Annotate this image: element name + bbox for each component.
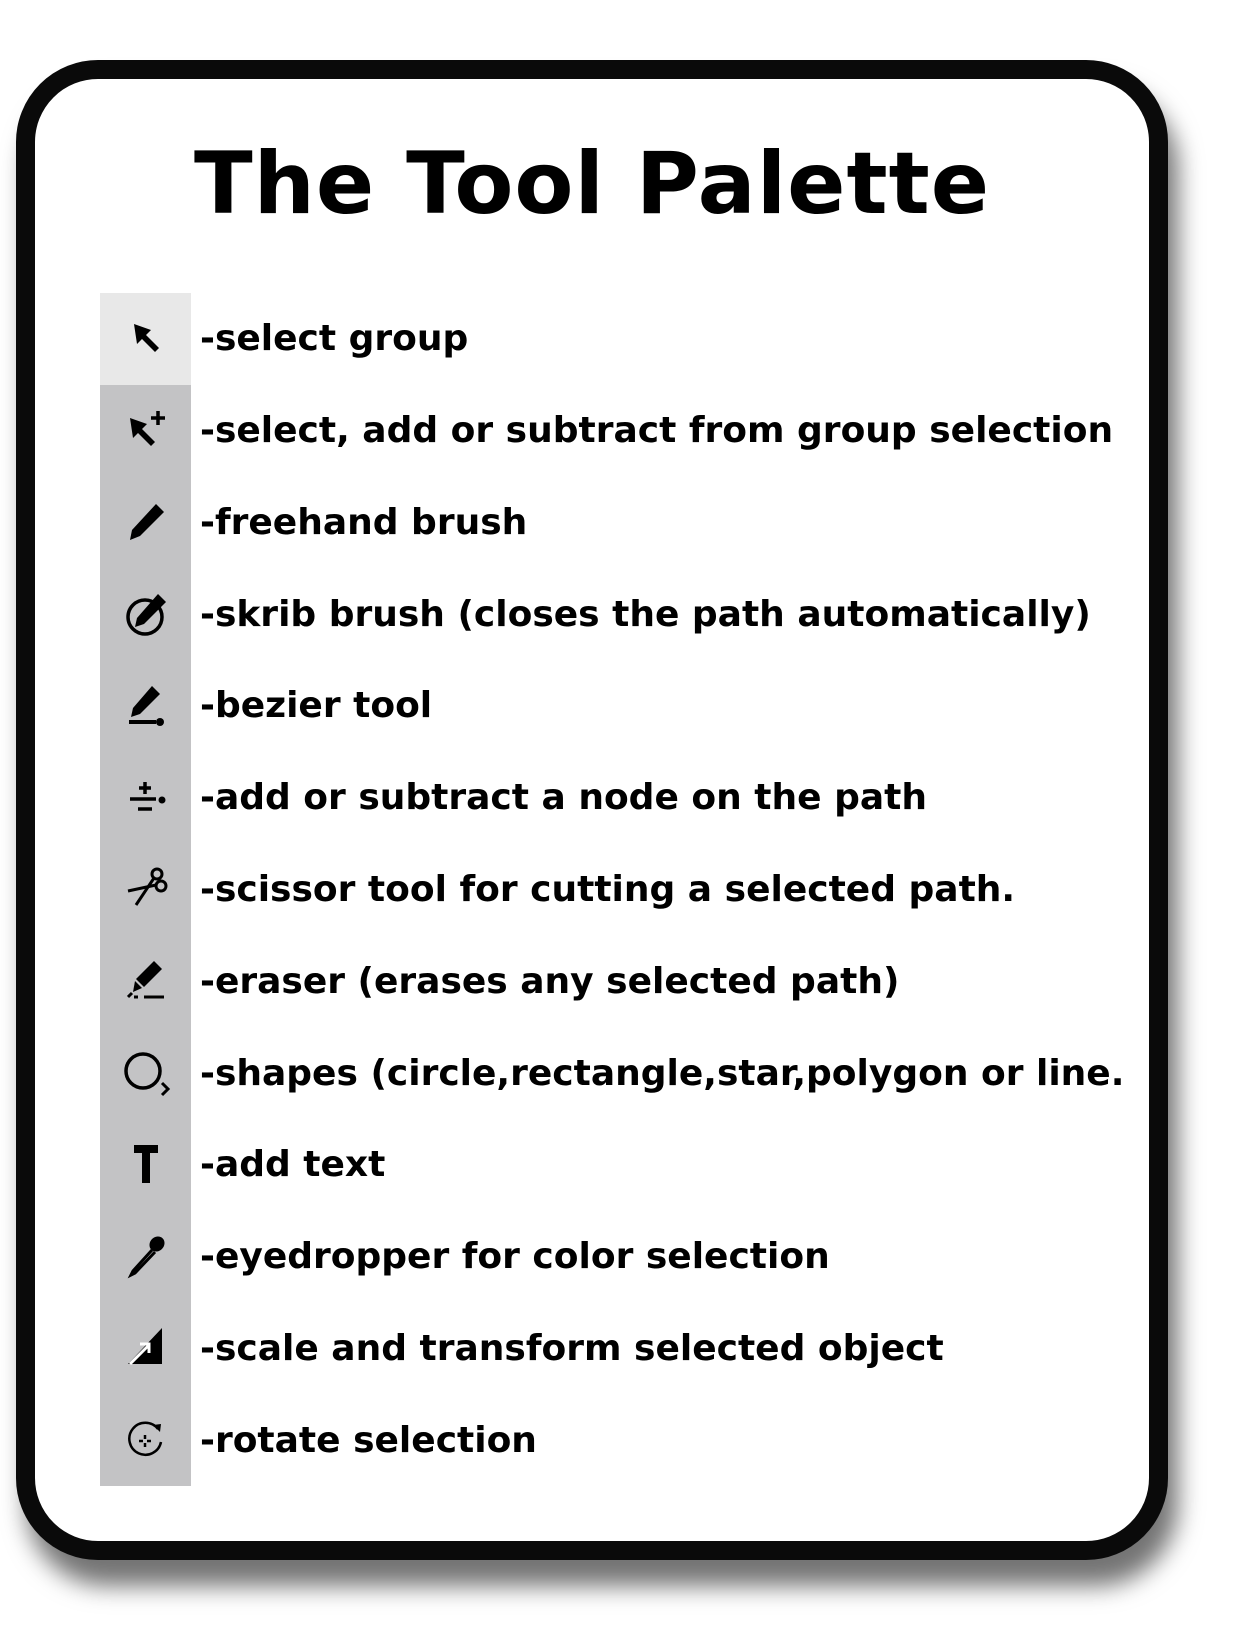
eyedropper-icon[interactable] <box>100 1211 191 1303</box>
tool-row-eraser <box>100 935 1140 1027</box>
tool-label: -select, add or subtract from group selection <box>200 410 1114 452</box>
tool-label: -bezier tool <box>200 685 433 727</box>
tool-label: -eraser (erases any selected path) <box>200 960 900 1002</box>
page-title: The Tool Palette <box>193 134 991 234</box>
tool-row-skrib-brush <box>100 568 1140 660</box>
tool-label: -freehand brush <box>200 501 528 543</box>
tool-row-scale-transform <box>100 1302 1140 1394</box>
tool-row-shapes <box>100 1027 1140 1119</box>
tool-row-add-subtract-node <box>100 752 1140 844</box>
tool-label: -add or subtract a node on the path <box>200 777 927 819</box>
tool-row-rotate <box>100 1394 1140 1486</box>
pencil-circle-icon[interactable] <box>100 568 191 660</box>
tool-label: -scale and transform selected object <box>200 1327 944 1369</box>
tool-list <box>100 293 1140 1486</box>
tool-row-bezier-tool <box>100 660 1140 752</box>
bezier-pen-icon[interactable] <box>100 660 191 752</box>
circle-shape-icon[interactable] <box>100 1027 191 1119</box>
tool-label: -skrib brush (closes the path automatically) <box>200 593 1091 635</box>
tool-row-scissor <box>100 844 1140 936</box>
arrow-plus-icon[interactable] <box>100 385 191 477</box>
tool-label: -add text <box>200 1144 386 1186</box>
scale-transform-icon[interactable] <box>100 1302 191 1394</box>
tool-label: -shapes (circle,rectangle,star,polygon or line. <box>200 1052 1125 1094</box>
tool-row-select-add-subtract <box>100 385 1140 477</box>
text-t-icon[interactable] <box>100 1119 191 1211</box>
tool-row-freehand-brush <box>100 477 1140 569</box>
eraser-icon[interactable] <box>100 935 191 1027</box>
tool-label: -eyedropper for color selection <box>200 1236 830 1278</box>
plus-minus-node-icon[interactable] <box>100 752 191 844</box>
rotate-icon[interactable] <box>100 1394 191 1486</box>
tool-label: -rotate selection <box>200 1419 537 1461</box>
scissors-icon[interactable] <box>100 844 191 936</box>
tool-label: -scissor tool for cutting a selected path. <box>200 868 1016 910</box>
tool-palette-card <box>16 60 1168 1560</box>
tool-row-select-group <box>100 293 1140 385</box>
arrow-select-icon[interactable] <box>100 293 191 385</box>
pencil-icon[interactable] <box>100 477 191 569</box>
tool-label: -select group <box>200 318 469 360</box>
tool-row-add-text <box>100 1119 1140 1211</box>
tool-row-eyedropper <box>100 1211 1140 1303</box>
